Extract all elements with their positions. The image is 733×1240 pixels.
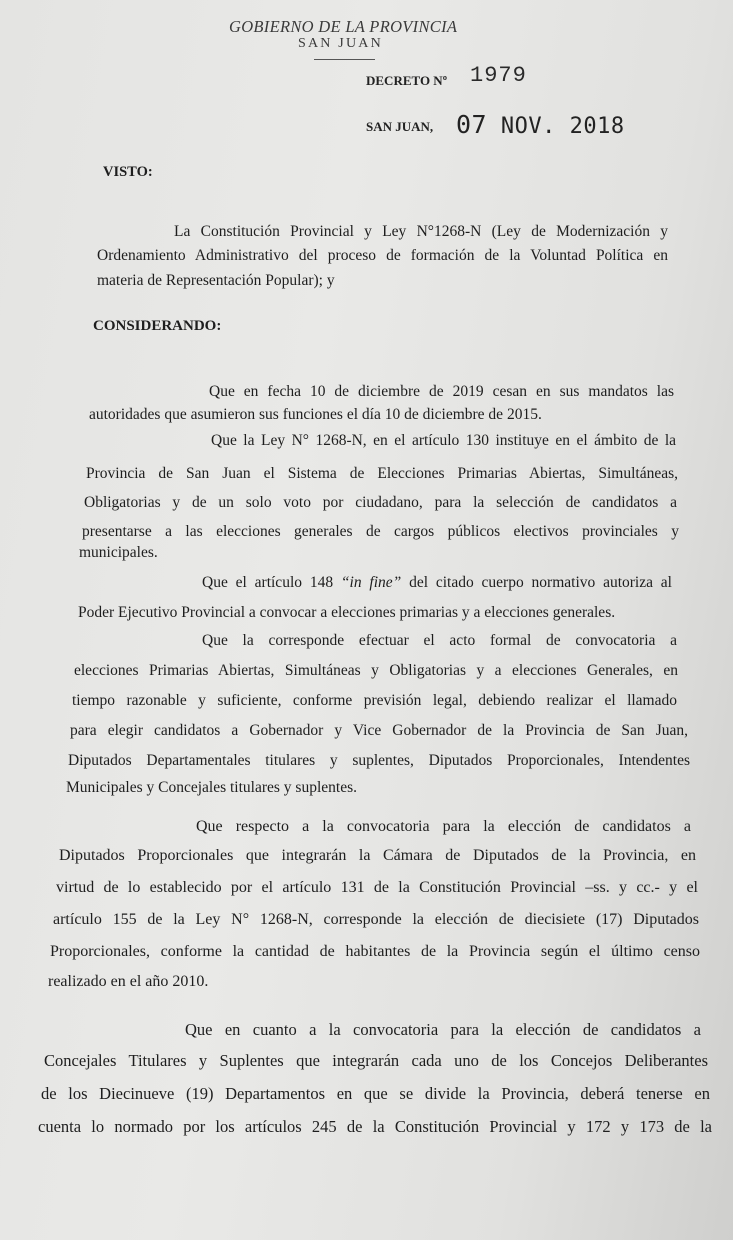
latin-phrase: “in fine” bbox=[340, 574, 402, 591]
place-label: SAN JUAN, bbox=[366, 119, 434, 134]
decree-label: DECRETO Nº bbox=[366, 73, 447, 88]
paragraph-line: elecciones Primarias Abiertas, Simultáneas y Obligatorias y a elecciones Generales, en bbox=[74, 662, 678, 679]
visto-line: La Constitución Provincial y Ley N°1268-N (Ley de Modernización y bbox=[174, 223, 668, 240]
paragraph-line: tiempo razonable y suficiente, conforme previsión legal, debiendo realizar el llamado bbox=[72, 692, 677, 709]
visto-line: Ordenamiento Administrativo del proceso de formación de la Voluntad Política en bbox=[97, 247, 668, 264]
province-name: SAN JUAN bbox=[298, 36, 383, 51]
paragraph-line: realizado en el año 2010. bbox=[48, 973, 209, 990]
paragraph-line: Concejales Titulares y Suplentes que integrarán cada uno de los Concejos Deliberantes bbox=[44, 1051, 708, 1070]
paragraph-line: Obligatorias y de un solo voto por ciudadano, para la selección de candidatos a bbox=[84, 494, 677, 511]
government-title: GOBIERNO DE LA PROVINCIA bbox=[229, 17, 458, 36]
header-divider bbox=[314, 59, 375, 60]
paragraph-line: Que respecto a la convocatoria para la elección de candidatos a bbox=[196, 818, 691, 835]
paragraph-line: de los Diecinueve (19) Departamentos en que se divide la Provincia, deberá tenerse en bbox=[41, 1084, 710, 1103]
paragraph-line: autoridades que asumieron sus funciones el día 10 de diciembre de 2015. bbox=[89, 406, 542, 423]
visto-line: materia de Representación Popular); y bbox=[97, 272, 335, 289]
paragraph-line: Que en fecha 10 de diciembre de 2019 cesan en sus mandatos las bbox=[209, 383, 674, 400]
paragraph-line: artículo 155 de la Ley N° 1268-N, corresponde la elección de diecisiete (17) Diputados bbox=[53, 911, 699, 928]
date-day: 07 bbox=[456, 110, 488, 139]
paragraph-line: Diputados Departamentales titulares y suplentes, Diputados Proporcionales, Intendentes bbox=[68, 752, 690, 769]
decree-number: 1979 bbox=[470, 63, 527, 88]
paragraph-line bbox=[202, 574, 672, 592]
paragraph-line: Que la corresponde efectuar el acto formal de convocatoria a bbox=[202, 632, 677, 649]
paragraph-line: Diputados Proporcionales que integrarán la Cámara de Diputados de la Provincia, en bbox=[59, 847, 696, 864]
paragraph-line: para elegir candidatos a Gobernador y Vice Gobernador de la Provincia de San Juan, bbox=[70, 722, 688, 739]
paragraph-line: virtud de lo establecido por el artículo 131 de la Constitución Provincial –ss. y cc.- y el bbox=[56, 879, 698, 896]
decree-date bbox=[456, 110, 625, 139]
text-run: del citado cuerpo normativo autoriza al bbox=[401, 574, 672, 591]
paragraph-line: Proporcionales, conforme la cantidad de habitantes de la Provincia según el último censo bbox=[50, 943, 700, 960]
paragraph-line: presentarse a las elecciones generales de cargos públicos electivos provinciales y bbox=[82, 523, 679, 540]
visto-heading: VISTO: bbox=[103, 164, 153, 180]
paragraph-line: Municipales y Concejales titulares y suplentes. bbox=[66, 779, 357, 796]
paragraph-line: Provincia de San Juan el Sistema de Elecciones Primarias Abiertas, Simultáneas, bbox=[86, 465, 678, 482]
paragraph-line: Que en cuanto a la convocatoria para la elección de candidatos a bbox=[185, 1020, 701, 1039]
paragraph-line: municipales. bbox=[79, 544, 158, 561]
paragraph-line: Poder Ejecutivo Provincial a convocar a elecciones primarias y a elecciones generales. bbox=[78, 604, 616, 621]
date-month-year: NOV. 2018 bbox=[500, 114, 625, 139]
text-run: Que el artículo 148 bbox=[202, 574, 341, 591]
paragraph-line: cuenta lo normado por los artículos 245 de la Constitución Provincial y 172 y 173 de la bbox=[38, 1117, 712, 1136]
paragraph-line: Que la Ley N° 1268-N, en el artículo 130 instituye en el ámbito de la bbox=[211, 432, 676, 449]
considerando-heading: CONSIDERANDO: bbox=[93, 318, 222, 334]
